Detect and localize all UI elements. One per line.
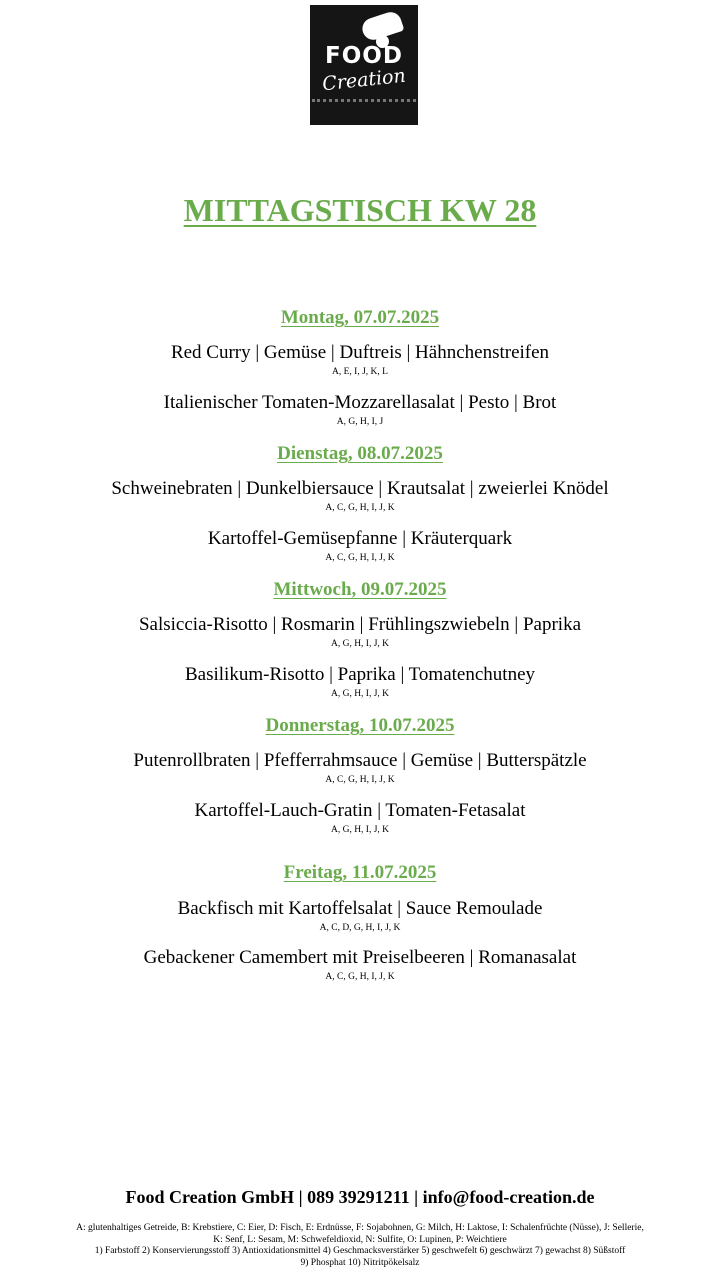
- allergen-legend: [14, 1223, 706, 1269]
- page-title: MITTAGSTISCH KW 28: [183, 192, 537, 228]
- logo-creation: Creation: [321, 64, 407, 96]
- dish-allergens: A, G, H, I, J, K: [330, 689, 390, 699]
- dish-name: Basilikum-Risotto | Paprika | Tomatenchutney: [185, 664, 535, 685]
- legend-line: 1) Farbstoff 2) Konservierungsstoff 3) Antioxidationsmittel 4) Geschmacksverstärker 5) geschwefelt 6) geschwärzt 7) gewachst 8) Süßstoff: [94, 1246, 626, 1256]
- dish-name: Schweinebraten | Dunkelbiersauce | Krautsalat | zweierlei Knödel: [111, 478, 609, 499]
- dish-allergens: A, E, I, J, K, L: [332, 367, 388, 377]
- dish-allergens: A, G, H, I, J, K: [330, 825, 390, 835]
- dish-name: Kartoffel-Gemüsepfanne | Kräuterquark: [207, 528, 513, 549]
- dish-allergens: A, C, G, H, I, J, K: [325, 775, 395, 785]
- logo-food: FOOD: [325, 43, 403, 69]
- dish-name: Kartoffel-Lauch-Gratin | Tomaten-Fetasalat: [194, 800, 526, 821]
- legend-line: K: Senf, L: Sesam, M: Schwefeldioxid, N: Sulfite, O: Lupinen, P: Weichtiere: [213, 1234, 507, 1245]
- dish-name: Red Curry | Gemüse | Duftreis | Hähnchenstreifen: [170, 342, 550, 363]
- day-heading-wednesday: Mittwoch, 09.07.2025: [273, 579, 447, 600]
- splash-decoration: [312, 99, 416, 125]
- dish-name: Italienischer Tomaten-Mozzarellasalat | Pesto | Brot: [163, 392, 557, 413]
- day-heading-tuesday: Dienstag, 08.07.2025: [277, 443, 443, 464]
- day-heading-thursday: Donnerstag, 10.07.2025: [265, 715, 455, 736]
- dish-allergens: A, G, H, I, J: [336, 417, 384, 427]
- dish-name: Putenrollbraten | Pfefferrahmsauce | Gemüse | Butterspätzle: [133, 750, 587, 771]
- dish-allergens: A, C, G, H, I, J, K: [325, 553, 395, 563]
- food-creation-logo: [310, 5, 418, 125]
- dish-name: Salsiccia-Risotto | Rosmarin | Frühlingszwiebeln | Paprika: [138, 614, 582, 635]
- dish-allergens: A, C, G, H, I, J, K: [325, 972, 395, 982]
- day-heading-friday: Freitag, 11.07.2025: [283, 862, 437, 883]
- company-contact: Food Creation GmbH | 089 39291211 | info@food-creation.de: [125, 1187, 595, 1207]
- dish-name: Gebackener Camembert mit Preiselbeeren | Romanasalat: [143, 947, 577, 968]
- dish-allergens: A, G, H, I, J, K: [330, 639, 390, 649]
- dish-allergens: A, C, D, G, H, I, J, K: [319, 923, 401, 933]
- legend-line: A: glutenhaltiges Getreide, B: Krebstiere, C: Eier, D: Fisch, E: Erdnüsse, F: Sojabohnen, G: Milch, H: Laktose, I: Schalenfrüchte (Nüsse), J: Sellerie,: [76, 1223, 644, 1233]
- dish-name: Backfisch mit Kartoffelsalat | Sauce Remoulade: [177, 898, 543, 919]
- dish-allergens: A, C, G, H, I, J, K: [325, 503, 395, 513]
- day-heading-monday: Montag, 07.07.2025: [280, 307, 440, 328]
- legend-line: 9) Phosphat 10) Nitritpökelsalz: [300, 1257, 420, 1268]
